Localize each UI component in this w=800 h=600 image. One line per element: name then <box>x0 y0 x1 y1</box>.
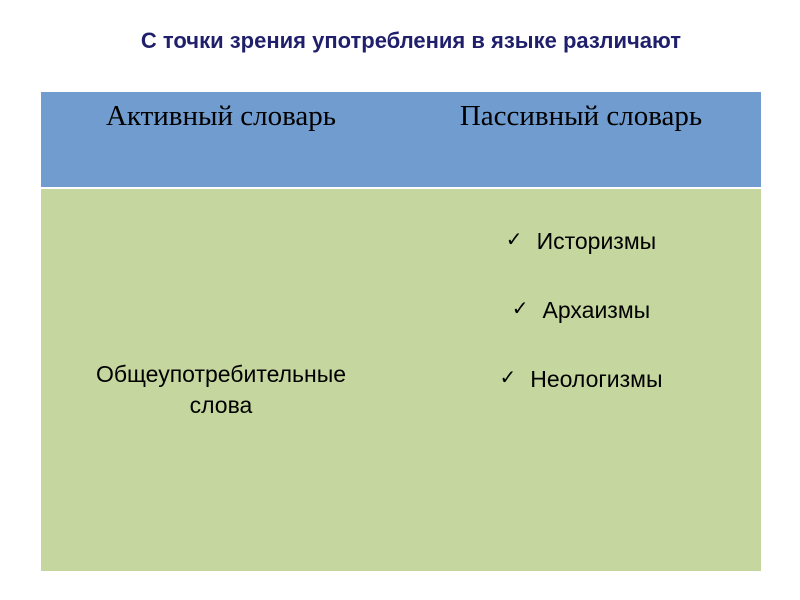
header-active-vocabulary: Активный словарь <box>105 100 337 132</box>
list-item-label: Архаизмы <box>542 297 651 323</box>
check-icon: ✓ <box>511 296 529 320</box>
list-item-historisms <box>401 227 761 255</box>
slide-title: С точки зрения употребления в языке различают <box>140 28 682 53</box>
vocabulary-table <box>41 92 761 571</box>
check-icon: ✓ <box>499 365 517 389</box>
passive-vocabulary-list <box>401 189 761 571</box>
list-item-archaisms <box>401 296 761 324</box>
list-item-neologisms <box>401 365 761 393</box>
list-item-label: Неологизмы <box>530 366 663 392</box>
common-words-line-2: слова <box>189 392 253 418</box>
list-item-label: Историзмы <box>536 228 657 254</box>
common-words-line-1: Общеупотребительные <box>95 361 347 387</box>
check-icon: ✓ <box>505 227 523 251</box>
table-body-row <box>41 189 761 571</box>
table-header-row <box>41 92 761 189</box>
active-vocabulary-cell <box>41 359 401 421</box>
header-passive-vocabulary: Пассивный словарь <box>459 100 703 132</box>
